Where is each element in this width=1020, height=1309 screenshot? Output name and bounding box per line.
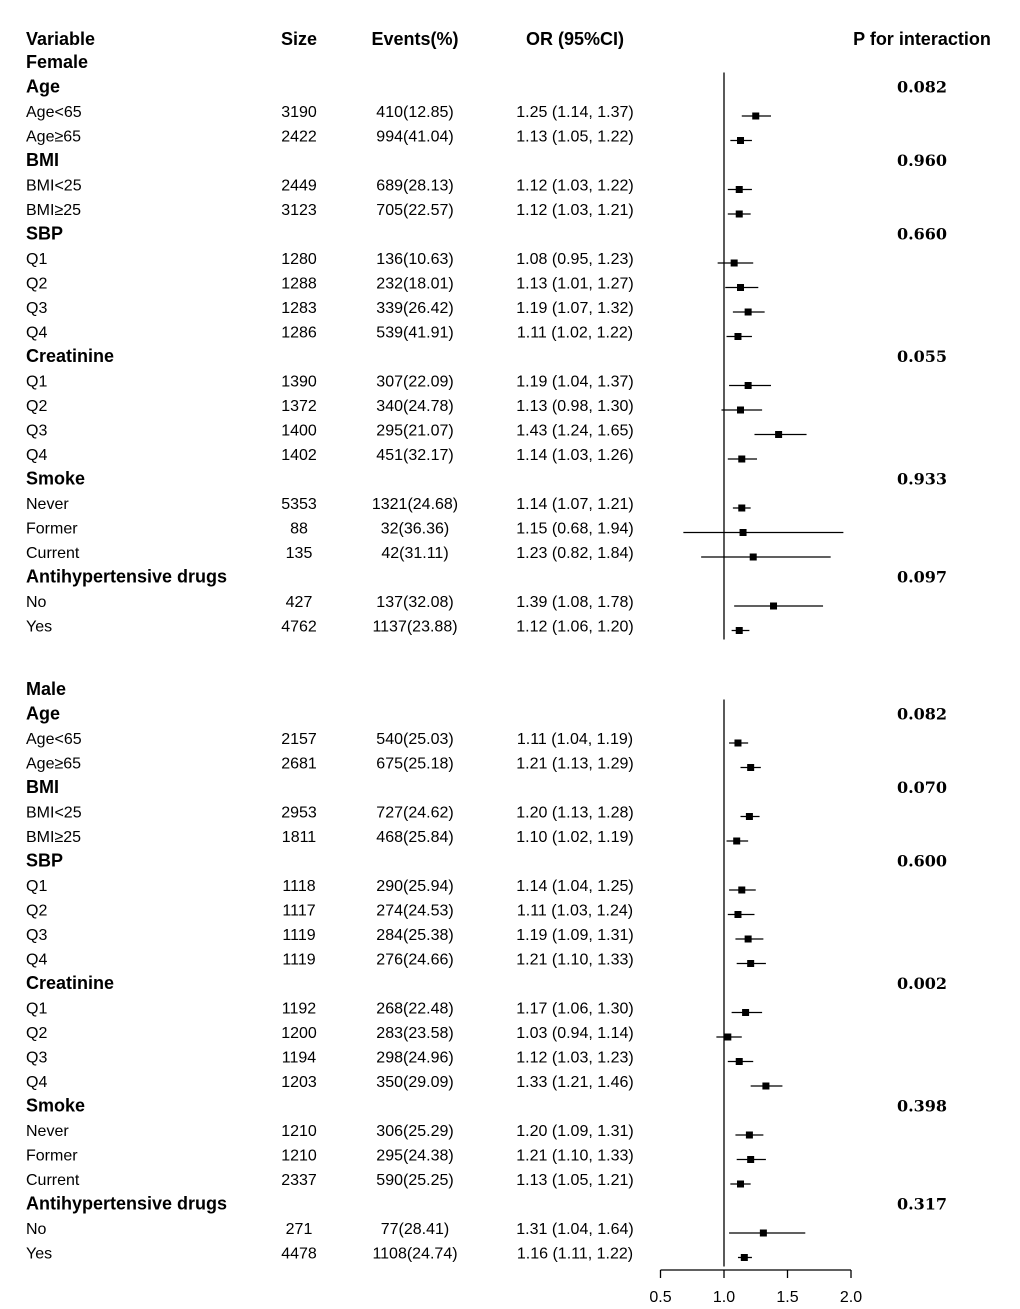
point-estimate	[734, 333, 741, 340]
events-cell: 137(32.08)	[376, 594, 454, 611]
or-ci-cell: 1.20 (1.09, 1.31)	[516, 1123, 634, 1140]
p-interaction-value: 0.600	[896, 851, 948, 871]
p-interaction-value: 0.660	[896, 224, 948, 244]
row-label: Former	[26, 1147, 78, 1165]
or-ci-cell: 1.20 (1.13, 1.28)	[516, 804, 634, 822]
point-estimate	[747, 764, 754, 771]
group-label: Creatinine	[26, 346, 115, 366]
group-label: Smoke	[26, 468, 86, 489]
row-label: Q4	[26, 324, 48, 342]
events-cell: 675(25.18)	[376, 755, 454, 773]
size-cell: 1283	[281, 300, 317, 317]
row-label: Age<65	[26, 731, 82, 748]
events-cell: 307(22.09)	[376, 373, 454, 391]
size-cell: 2681	[281, 755, 317, 773]
or-ci-cell: 1.21 (1.13, 1.29)	[516, 755, 634, 773]
row-label: Never	[26, 1123, 69, 1140]
or-ci-cell: 1.19 (1.07, 1.32)	[516, 300, 634, 317]
size-cell: 3190	[281, 104, 317, 121]
point-estimate	[747, 1156, 754, 1163]
point-estimate	[738, 456, 745, 463]
group-label: Age	[26, 76, 61, 97]
group-label: SBP	[26, 850, 64, 871]
point-estimate	[734, 740, 741, 747]
group-label: Antihypertensive drugs	[26, 1193, 228, 1214]
row-label: Q2	[26, 902, 48, 920]
point-estimate	[733, 838, 740, 845]
point-estimate	[747, 960, 754, 967]
events-cell: 689(28.13)	[376, 177, 454, 195]
size-cell: 1200	[281, 1025, 317, 1042]
header-events: Events(%)	[371, 29, 459, 49]
point-estimate	[742, 1009, 749, 1016]
events-cell: 283(23.58)	[376, 1025, 454, 1042]
size-cell: 1203	[281, 1074, 317, 1091]
point-estimate	[746, 813, 753, 820]
or-ci-cell: 1.19 (1.04, 1.37)	[516, 373, 634, 391]
or-ci-cell: 1.17 (1.06, 1.30)	[516, 1000, 634, 1018]
or-ci-cell: 1.33 (1.21, 1.46)	[516, 1074, 634, 1091]
size-cell: 1210	[281, 1123, 317, 1140]
size-cell: 1280	[281, 251, 317, 268]
events-cell: 994(41.04)	[376, 128, 454, 146]
point-estimate	[745, 382, 752, 389]
or-ci-cell: 1.16 (1.11, 1.22)	[516, 1245, 634, 1263]
row-label: BMI≥25	[26, 202, 82, 219]
or-ci-cell: 1.12 (1.03, 1.21)	[516, 202, 634, 219]
p-interaction-value: 0.933	[896, 469, 948, 489]
point-estimate	[736, 211, 743, 218]
row-label: Age≥65	[26, 128, 82, 146]
group-label: BMI	[26, 777, 59, 797]
size-cell: 1117	[282, 902, 316, 920]
row-label: BMI<25	[26, 177, 82, 195]
group-label: Age	[26, 703, 61, 724]
point-estimate	[740, 529, 747, 536]
row-label: Q4	[26, 951, 48, 969]
p-interaction-value: 0.002	[896, 974, 948, 993]
size-cell: 1286	[281, 324, 317, 342]
events-cell: 339(26.42)	[376, 300, 454, 317]
header-or: OR (95%CI)	[525, 29, 625, 49]
events-cell: 42(31.11)	[381, 545, 449, 562]
group-label: Creatinine	[26, 973, 115, 993]
row-label: Current	[26, 1172, 80, 1189]
events-cell: 268(22.48)	[376, 1000, 454, 1018]
or-ci-cell: 1.12 (1.06, 1.20)	[516, 618, 634, 636]
point-estimate	[770, 603, 777, 610]
point-estimate	[750, 554, 757, 561]
or-ci-cell: 1.13 (1.01, 1.27)	[516, 275, 634, 293]
row-label: BMI<25	[26, 804, 82, 822]
point-estimate	[724, 1034, 731, 1041]
size-cell: 1400	[281, 422, 317, 440]
row-label: Q3	[26, 927, 48, 944]
or-ci-cell: 1.12 (1.03, 1.23)	[516, 1049, 634, 1067]
row-label: No	[26, 594, 47, 611]
size-cell: 5353	[281, 496, 317, 513]
point-estimate	[736, 627, 743, 634]
p-interaction-value: 0.082	[896, 77, 948, 97]
p-interaction-value: 0.398	[896, 1096, 948, 1116]
or-ci-cell: 1.13 (1.05, 1.22)	[516, 128, 634, 146]
size-cell: 1119	[282, 951, 316, 969]
size-cell: 135	[285, 545, 313, 562]
point-estimate	[746, 1132, 753, 1139]
or-ci-cell: 1.21 (1.10, 1.33)	[516, 1147, 634, 1165]
size-cell: 1194	[281, 1049, 317, 1067]
p-interaction-value: 0.082	[896, 704, 948, 724]
or-ci-cell: 1.21 (1.10, 1.33)	[516, 951, 634, 969]
events-cell: 451(32.17)	[376, 447, 454, 464]
or-ci-cell: 1.14 (1.04, 1.25)	[516, 878, 634, 895]
events-cell: 350(29.09)	[376, 1074, 454, 1091]
header-size: Size	[280, 29, 318, 49]
events-cell: 136(10.63)	[376, 251, 454, 268]
p-interaction-value: 0.960	[896, 151, 948, 170]
events-cell: 1321(24.68)	[371, 496, 459, 513]
size-cell: 2337	[281, 1172, 317, 1189]
group-label: Smoke	[26, 1095, 86, 1116]
row-label: Yes	[26, 1245, 53, 1263]
row-label: Former	[26, 520, 78, 538]
size-cell: 1119	[282, 927, 316, 944]
or-ci-cell: 1.13 (1.05, 1.21)	[516, 1172, 634, 1189]
point-estimate	[731, 260, 738, 267]
or-ci-cell: 1.14 (1.07, 1.21)	[516, 496, 634, 513]
p-interaction-value: 0.070	[896, 778, 948, 797]
x-axis-tick-label: 1.5	[776, 1289, 799, 1306]
events-cell: 295(24.38)	[376, 1147, 454, 1165]
or-ci-cell: 1.23 (0.82, 1.84)	[516, 545, 634, 562]
x-axis-tick-label: 0.5	[649, 1289, 672, 1306]
events-cell: 295(21.07)	[376, 422, 454, 440]
row-label: Q2	[26, 398, 48, 415]
events-cell: 290(25.94)	[376, 878, 454, 895]
or-ci-cell: 1.43 (1.24, 1.65)	[516, 422, 634, 440]
events-cell: 298(24.96)	[376, 1049, 454, 1067]
point-estimate	[737, 1181, 744, 1188]
size-cell: 1210	[281, 1147, 317, 1165]
row-label: Age<65	[26, 104, 82, 121]
size-cell: 1372	[281, 398, 317, 415]
or-ci-cell: 1.08 (0.95, 1.23)	[516, 251, 634, 268]
size-cell: 2157	[281, 731, 317, 748]
events-cell: 274(24.53)	[376, 902, 454, 920]
panel-title: Male	[26, 679, 67, 699]
row-label: Q4	[26, 447, 48, 464]
point-estimate	[737, 284, 744, 291]
row-label: Q3	[26, 300, 48, 317]
point-estimate	[734, 911, 741, 918]
events-cell: 590(25.25)	[376, 1172, 454, 1189]
size-cell: 1811	[281, 829, 317, 846]
row-label: Q1	[26, 878, 48, 895]
size-cell: 2953	[281, 804, 317, 822]
or-ci-cell: 1.14 (1.03, 1.26)	[516, 447, 634, 464]
events-cell: 540(25.03)	[376, 731, 454, 748]
row-label: Never	[26, 496, 69, 513]
row-label: Q3	[26, 1049, 48, 1067]
events-cell: 306(25.29)	[376, 1123, 454, 1140]
header-variable: Variable	[26, 29, 96, 49]
point-estimate	[738, 887, 745, 894]
p-interaction-value: 0.317	[896, 1194, 948, 1214]
row-label: Q1	[26, 1000, 48, 1018]
events-cell: 1137(23.88)	[372, 618, 458, 636]
events-cell: 468(25.84)	[376, 829, 454, 846]
or-ci-cell: 1.25 (1.14, 1.37)	[516, 104, 634, 121]
p-interaction-value: 0.055	[896, 347, 948, 366]
size-cell: 4762	[281, 618, 317, 636]
size-cell: 4478	[281, 1245, 317, 1263]
point-estimate	[752, 113, 759, 120]
size-cell: 2449	[281, 177, 317, 195]
or-ci-cell: 1.39 (1.08, 1.78)	[516, 594, 634, 611]
size-cell: 3123	[281, 202, 317, 219]
size-cell: 88	[290, 520, 308, 538]
size-cell: 1192	[281, 1000, 317, 1018]
row-label: Current	[26, 545, 80, 562]
row-label: Q2	[26, 275, 48, 293]
events-cell: 340(24.78)	[376, 398, 454, 415]
row-label: Yes	[26, 618, 53, 636]
events-cell: 1108(24.74)	[372, 1245, 458, 1263]
events-cell: 727(24.62)	[376, 804, 454, 822]
events-cell: 705(22.57)	[376, 202, 454, 219]
size-cell: 2422	[281, 128, 317, 146]
row-label: No	[26, 1221, 47, 1238]
row-label: Age≥65	[26, 755, 82, 773]
or-ci-cell: 1.13 (0.98, 1.30)	[516, 398, 634, 415]
group-label: Antihypertensive drugs	[26, 566, 228, 587]
p-interaction-value: 0.097	[896, 567, 948, 587]
row-label: Q4	[26, 1074, 48, 1091]
row-label: Q1	[26, 251, 48, 268]
or-ci-cell: 1.19 (1.09, 1.31)	[516, 927, 634, 944]
point-estimate	[760, 1230, 767, 1237]
size-cell: 1390	[281, 373, 317, 391]
forest-body	[26, 52, 947, 1306]
point-estimate	[745, 309, 752, 316]
or-ci-cell: 1.12 (1.03, 1.22)	[516, 177, 634, 195]
events-cell: 32(36.36)	[380, 520, 450, 538]
point-estimate	[738, 505, 745, 512]
point-estimate	[775, 431, 782, 438]
size-cell: 271	[285, 1221, 313, 1238]
events-cell: 232(18.01)	[376, 275, 454, 293]
or-ci-cell: 1.03 (0.94, 1.14)	[516, 1025, 634, 1042]
or-ci-cell: 1.31 (1.04, 1.64)	[516, 1221, 634, 1238]
size-cell: 427	[285, 594, 313, 611]
panel-title: Female	[26, 52, 89, 72]
events-cell: 77(28.41)	[380, 1221, 450, 1238]
x-axis-tick-label: 2.0	[839, 1289, 863, 1306]
point-estimate	[736, 1058, 743, 1065]
group-label: BMI	[26, 150, 59, 170]
events-cell: 284(25.38)	[376, 927, 454, 944]
point-estimate	[737, 407, 744, 414]
or-ci-cell: 1.11 (1.04, 1.19)	[516, 731, 634, 748]
size-cell: 1402	[281, 447, 317, 464]
or-ci-cell: 1.15 (0.68, 1.94)	[516, 520, 634, 538]
or-ci-cell: 1.11 (1.03, 1.24)	[516, 902, 634, 920]
group-label: SBP	[26, 223, 64, 244]
point-estimate	[737, 137, 744, 144]
size-cell: 1118	[282, 878, 316, 895]
row-label: Q1	[26, 373, 48, 391]
events-cell: 410(12.85)	[376, 104, 454, 121]
row-label: BMI≥25	[26, 829, 82, 846]
row-label: Q2	[26, 1025, 48, 1042]
or-ci-cell: 1.10 (1.02, 1.19)	[516, 829, 634, 846]
events-cell: 276(24.66)	[376, 951, 454, 969]
header-p-interaction: P for interaction	[853, 29, 991, 49]
events-cell: 539(41.91)	[376, 324, 454, 342]
row-label: Q3	[26, 422, 48, 440]
point-estimate	[745, 936, 752, 943]
point-estimate	[762, 1083, 769, 1090]
size-cell: 1288	[281, 275, 317, 293]
or-ci-cell: 1.11 (1.02, 1.22)	[516, 324, 634, 342]
point-estimate	[736, 186, 743, 193]
x-axis-tick-label: 1.0	[712, 1289, 736, 1306]
point-estimate	[741, 1254, 748, 1261]
